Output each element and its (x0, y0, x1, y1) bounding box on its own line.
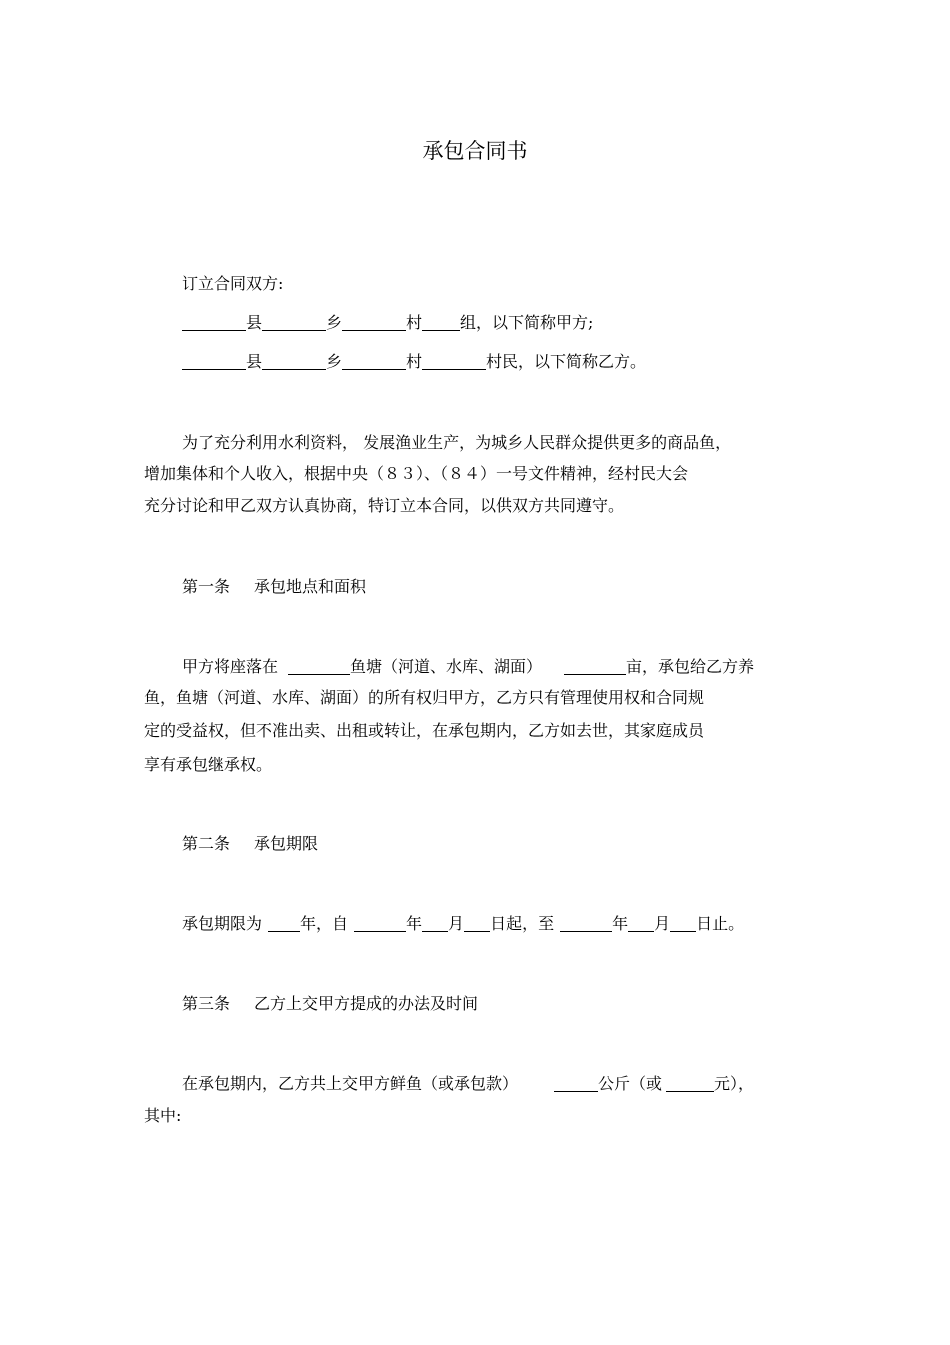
article-1-line: 甲方将座落在 鱼塘（河道、水库、湖面） 亩，承包给乙方养 (182, 657, 755, 676)
article-1-heading: 第一条 承包地点和面积 (182, 577, 367, 596)
preamble-line: 增加集体和个人收入，根据中央（８３）、（８４）一号文件精神，经村民大会 (144, 464, 689, 483)
preamble-line: 为了充分利用水利资料， 发展渔业生产，为城乡人民群众提供更多的商品鱼， (182, 433, 732, 452)
blank-field (564, 673, 626, 675)
blank-field (342, 368, 406, 370)
blank-field (628, 930, 654, 932)
blank-field (422, 329, 460, 331)
article-2-term-line: 承包期限为 年，自 年 月 日起，至 年 月 日止。 (182, 914, 745, 933)
parties-heading: 订立合同双方: (182, 274, 284, 293)
article-2-heading: 第二条 承包期限 (182, 834, 319, 853)
article-1-line: 享有承包继承权。 (144, 755, 273, 774)
blank-field (262, 329, 326, 331)
article-1-line: 鱼，鱼塘（河道、水库、湖面）的所有权归甲方，乙方只有管理使用权和合同规 (144, 688, 705, 707)
preamble-line: 充分讨论和甲乙双方认真协商，特订立本合同，以供双方共同遵守。 (144, 496, 625, 515)
blank-field (422, 368, 486, 370)
party-a-line: 县 乡 村 组，以下简称甲方; (182, 315, 593, 331)
blank-field (268, 930, 300, 932)
blank-field (262, 368, 326, 370)
article-3-line: 在承包期内，乙方共上交甲方鲜鱼（或承包款） 公斤（或 元）， (182, 1074, 755, 1093)
article-1-line: 定的受益权，但不准出卖、出租或转让，在承包期内，乙方如去世，其家庭成员 (144, 721, 705, 740)
blank-field (670, 930, 696, 932)
blank-field (464, 930, 490, 932)
blank-field (666, 1090, 714, 1092)
blank-field (422, 930, 448, 932)
article-3-heading: 第三条 乙方上交甲方提成的办法及时间 (182, 994, 479, 1013)
blank-field (354, 930, 406, 932)
party-b-line: 县 乡 村 村民，以下简称乙方。 (182, 354, 646, 370)
blank-field (182, 368, 246, 370)
page-title: 承包合同书 (422, 139, 528, 163)
blank-field (560, 930, 612, 932)
blank-field (342, 329, 406, 331)
blank-field (182, 329, 246, 331)
blank-field (288, 673, 350, 675)
article-3-line: 其中: (144, 1106, 182, 1125)
blank-field (554, 1090, 598, 1092)
